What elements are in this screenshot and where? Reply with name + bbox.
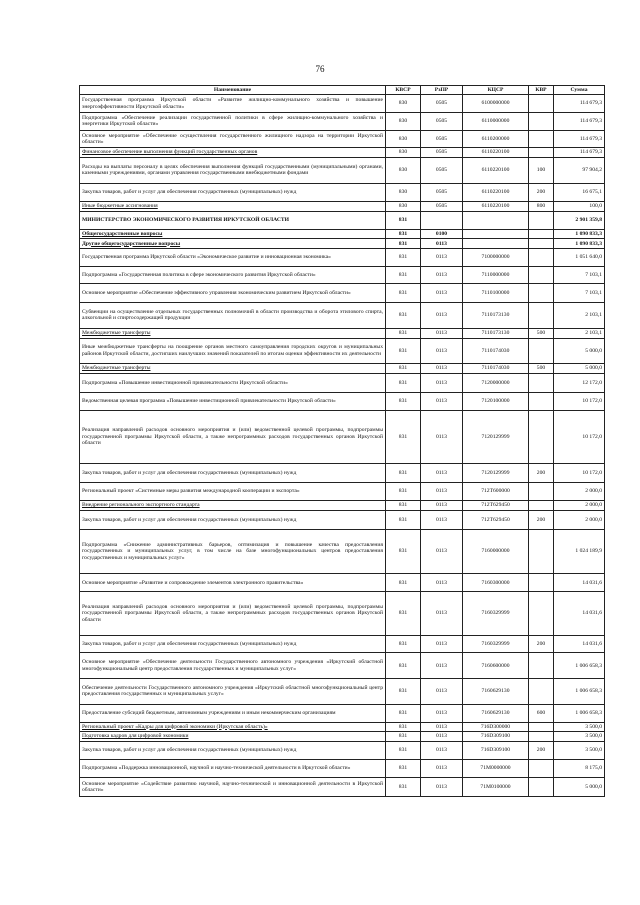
cell-sum: 2 103,1 xyxy=(554,328,605,338)
table-body xyxy=(80,95,605,797)
cell-kvsr: 831 xyxy=(386,759,421,778)
cell-rzpr: 0113 xyxy=(421,284,463,303)
table-row xyxy=(80,511,605,530)
cell-kvr: 600 xyxy=(529,704,554,722)
cell-rzpr: 0113 xyxy=(421,249,463,267)
cell-kcsr: 712T629450 xyxy=(463,501,529,511)
cell-rzpr: 0113 xyxy=(421,778,463,797)
cell-kvr xyxy=(529,229,554,239)
cell-rzpr: 0113 xyxy=(421,501,463,511)
table-row xyxy=(80,732,605,742)
cell-sum: 10 172,0 xyxy=(554,463,605,482)
cell-kvsr: 831 xyxy=(386,482,421,501)
cell-kcsr: 7100000000 xyxy=(463,249,529,267)
cell-kvsr: 831 xyxy=(386,411,421,464)
cell-name: Обеспечение деятельности Государственного автономного учреждения «Иркутский областной многофункциональный центр предоставления государственных и муниципальных услуг» xyxy=(80,679,386,705)
cell-rzpr: 0113 xyxy=(421,704,463,722)
cell-kvsr: 830 xyxy=(386,157,421,183)
table-row xyxy=(80,463,605,482)
cell-kvr: 100 xyxy=(529,157,554,183)
cell-name: Подпрограмма «Поддержка инновационной, научной и научно-технической деятельности в Иркутской области» xyxy=(80,759,386,778)
cell-sum: 14 031,6 xyxy=(554,574,605,592)
cell-sum: 5 000,0 xyxy=(554,778,605,797)
cell-name: Основное мероприятие «Обеспечение эффективного управления экономическим развитием Иркутской области» xyxy=(80,284,386,303)
table-row xyxy=(80,183,605,202)
cell-kcsr: 7110000000 xyxy=(463,266,529,284)
cell-kcsr: 712T600000 xyxy=(463,482,529,501)
cell-name: Закупка товаров, работ и услуг для обеспечения государственных (муниципальных) нужд xyxy=(80,183,386,202)
table-row xyxy=(80,529,605,574)
cell-kvr xyxy=(529,592,554,636)
cell-kvr xyxy=(529,653,554,679)
cell-sum: 10 172,0 xyxy=(554,411,605,464)
cell-rzpr: 0113 xyxy=(421,303,463,329)
cell-rzpr: 0113 xyxy=(421,482,463,501)
table-row xyxy=(80,679,605,705)
header-name: Наименование xyxy=(80,86,386,95)
cell-kvsr: 830 xyxy=(386,95,421,113)
cell-name: Межбюджетные трансферты xyxy=(80,328,386,338)
cell-name: Общегосударственные вопросы xyxy=(80,229,386,239)
cell-sum: 1 006 658,3 xyxy=(554,679,605,705)
cell-name: Подпрограмма «Обеспечение реализации государственной политики в сфере жилищно-коммунального хозяйства и энергетики Иркутской области» xyxy=(80,112,386,130)
cell-kcsr: 6100000000 xyxy=(463,95,529,113)
table-row xyxy=(80,501,605,511)
cell-name: Иные бюджетные ассигнования xyxy=(80,202,386,212)
cell-name: Государственная программа Иркутской области «Экономическое развитие и инновационная экономика» xyxy=(80,249,386,267)
cell-sum: 1 090 833,3 xyxy=(554,229,605,239)
cell-kvsr: 831 xyxy=(386,511,421,530)
cell-sum: 8 175,0 xyxy=(554,759,605,778)
cell-name: Региональный проект «Системные меры развития международной кооперации и экспорта» xyxy=(80,482,386,501)
cell-kvr: 800 xyxy=(529,202,554,212)
table-row xyxy=(80,704,605,722)
cell-kvr xyxy=(529,338,554,364)
header-kvr: КВР xyxy=(529,86,554,95)
cell-kvsr: 831 xyxy=(386,328,421,338)
cell-sum: 2 000,0 xyxy=(554,511,605,530)
table-row xyxy=(80,635,605,653)
cell-kvr xyxy=(529,212,554,230)
cell-kcsr: 7160329999 xyxy=(463,592,529,636)
budget-table xyxy=(79,85,605,797)
table-row xyxy=(80,778,605,797)
cell-rzpr: 0113 xyxy=(421,529,463,574)
cell-kcsr: 7160000000 xyxy=(463,529,529,574)
cell-kvsr: 831 xyxy=(386,592,421,636)
cell-kcsr: 7160629130 xyxy=(463,679,529,705)
cell-name: Закупка товаров, работ и услуг для обеспечения государственных (муниципальных) нужд xyxy=(80,511,386,530)
cell-kcsr: 7120000000 xyxy=(463,373,529,392)
table-row xyxy=(80,592,605,636)
cell-sum: 12 172,0 xyxy=(554,373,605,392)
cell-rzpr: 0113 xyxy=(421,759,463,778)
cell-kvsr: 831 xyxy=(386,501,421,511)
cell-kvr xyxy=(529,411,554,464)
cell-kvsr: 831 xyxy=(386,778,421,797)
header-kvsr: КВСР xyxy=(386,86,421,95)
cell-kvr: 500 xyxy=(529,364,554,374)
cell-kvsr: 831 xyxy=(386,229,421,239)
cell-name: Ведомственная целевая программа «Повышение инвестиционной привлекательности Иркутской области» xyxy=(80,392,386,411)
cell-name: Основное мероприятие «Обеспечение деятельности Государственного автономного учреждения «Иркутский областной многофункциональный центр предоставления государственных и муниципальных услуг» xyxy=(80,653,386,679)
cell-name: Предоставление субсидий бюджетным, автономным учреждениям и иным некоммерческим организациям xyxy=(80,704,386,722)
cell-name: Иные межбюджетные трансферты на поощрение органов местного самоуправления городских округов и муниципальных районов Иркутской области, достигших наилучших значений показателей по итогам оценки эффективности их деятельности xyxy=(80,338,386,364)
page-number: 76 xyxy=(315,64,325,74)
cell-name: Внедрение регионального экспортного стандарта xyxy=(80,501,386,511)
cell-kvr: 200 xyxy=(529,511,554,530)
cell-name: Расходы на выплаты персоналу в целях обеспечения выполнения функций государственными (муниципальными) органами, казенными учреждениями, органами управления государственными внебюджетными фондами xyxy=(80,157,386,183)
cell-name: Подпрограмма «Снижение административных барьеров, оптимизация и повышение качества предоставления государственных и муниципальных услуг, в том числе на базе многофункциональных центров предоставления государственных и муниципальных услуг» xyxy=(80,529,386,574)
cell-kcsr: 7110173130 xyxy=(463,328,529,338)
cell-name: Подпрограмма «Государственная политика в сфере экономического развития Иркутской области» xyxy=(80,266,386,284)
cell-kvr xyxy=(529,148,554,158)
cell-rzpr: 0113 xyxy=(421,373,463,392)
cell-kvr xyxy=(529,95,554,113)
cell-rzpr: 0100 xyxy=(421,229,463,239)
cell-name: Межбюджетные трансферты xyxy=(80,364,386,374)
cell-kcsr xyxy=(463,239,529,249)
cell-kvr xyxy=(529,249,554,267)
cell-kvr xyxy=(529,112,554,130)
cell-name: Подпрограмма «Повышение инвестиционной привлекательности Иркутской области» xyxy=(80,373,386,392)
cell-sum: 114 679,3 xyxy=(554,112,605,130)
cell-rzpr: 0113 xyxy=(421,239,463,249)
cell-name: Основное мероприятие «Развитие и сопровождение элементов электронного правительства» xyxy=(80,574,386,592)
table-row xyxy=(80,364,605,374)
cell-name: Финансовое обеспечение выполнения функций государственных органов xyxy=(80,148,386,158)
cell-kcsr: 6110200000 xyxy=(463,130,529,148)
cell-kcsr: 7160300000 xyxy=(463,574,529,592)
cell-sum: 1 090 833,3 xyxy=(554,239,605,249)
table-row xyxy=(80,95,605,113)
cell-sum: 3 500,0 xyxy=(554,741,605,759)
cell-kvsr: 831 xyxy=(386,364,421,374)
budget-table-container xyxy=(79,85,604,797)
cell-kvr xyxy=(529,373,554,392)
cell-kcsr: 7110174030 xyxy=(463,364,529,374)
cell-kcsr: 7160629130 xyxy=(463,704,529,722)
cell-sum: 2 103,1 xyxy=(554,303,605,329)
cell-rzpr: 0113 xyxy=(421,463,463,482)
cell-kcsr: 7110100000 xyxy=(463,284,529,303)
cell-kvsr: 830 xyxy=(386,130,421,148)
cell-kvsr: 831 xyxy=(386,463,421,482)
cell-kcsr: 712T629450 xyxy=(463,511,529,530)
cell-kvsr: 831 xyxy=(386,303,421,329)
cell-kvr xyxy=(529,759,554,778)
table-row xyxy=(80,338,605,364)
cell-name: Закупка товаров, работ и услуг для обеспечения государственных (муниципальных) нужд xyxy=(80,463,386,482)
cell-name: Закупка товаров, работ и услуг для обеспечения государственных (муниципальных) нужд xyxy=(80,635,386,653)
table-row xyxy=(80,574,605,592)
cell-kcsr: 7160329999 xyxy=(463,635,529,653)
cell-kvr: 200 xyxy=(529,463,554,482)
cell-sum: 114 679,3 xyxy=(554,148,605,158)
cell-sum: 5 000,0 xyxy=(554,364,605,374)
cell-kvsr: 831 xyxy=(386,574,421,592)
cell-name: Основное мероприятие «Содействие развитию научной, научно-технической и инновационной деятельности в Иркутской области» xyxy=(80,778,386,797)
cell-kvsr: 830 xyxy=(386,183,421,202)
cell-rzpr: 0113 xyxy=(421,679,463,705)
cell-rzpr: 0113 xyxy=(421,364,463,374)
cell-kvr xyxy=(529,130,554,148)
cell-kvsr: 831 xyxy=(386,392,421,411)
table-row xyxy=(80,411,605,464)
cell-rzpr: 0113 xyxy=(421,653,463,679)
cell-rzpr: 0113 xyxy=(421,266,463,284)
cell-kvr: 200 xyxy=(529,635,554,653)
cell-rzpr: 0113 xyxy=(421,328,463,338)
cell-sum: 7 103,1 xyxy=(554,266,605,284)
table-row xyxy=(80,112,605,130)
cell-kvr xyxy=(529,501,554,511)
table-row xyxy=(80,373,605,392)
cell-kcsr: 7120129999 xyxy=(463,463,529,482)
cell-name: Реализация направлений расходов основного мероприятия и (или) ведомственной целевой программы, подпрограммы государственной программы Иркутской области, а также непрограммных расходов государственных органов Иркутской области xyxy=(80,411,386,464)
cell-sum: 2 901 359,8 xyxy=(554,212,605,230)
cell-kvsr: 831 xyxy=(386,529,421,574)
cell-kvr xyxy=(529,482,554,501)
cell-sum: 14 031,6 xyxy=(554,592,605,636)
cell-name: Государственная программа Иркутской области «Развитие жилищно-коммунального хозяйства и повышение энергоэффективности Иркутской области» xyxy=(80,95,386,113)
cell-sum: 114 679,3 xyxy=(554,130,605,148)
cell-kvr xyxy=(529,266,554,284)
cell-rzpr: 0505 xyxy=(421,112,463,130)
cell-rzpr: 0113 xyxy=(421,392,463,411)
cell-kcsr: 716D309100 xyxy=(463,732,529,742)
cell-kvsr: 831 xyxy=(386,373,421,392)
cell-kvsr: 831 xyxy=(386,679,421,705)
cell-rzpr: 0505 xyxy=(421,202,463,212)
cell-rzpr: 0505 xyxy=(421,183,463,202)
cell-kvr: 200 xyxy=(529,183,554,202)
cell-sum: 5 000,0 xyxy=(554,338,605,364)
cell-kvsr: 831 xyxy=(386,284,421,303)
cell-sum: 7 103,1 xyxy=(554,284,605,303)
cell-rzpr: 0113 xyxy=(421,511,463,530)
cell-rzpr xyxy=(421,212,463,230)
cell-name: Реализация направлений расходов основного мероприятия и (или) ведомственной целевой программы, подпрограммы государственной программы Иркутской области, а также непрограммных расходов государственных органов Иркутской области xyxy=(80,592,386,636)
cell-kvsr: 830 xyxy=(386,202,421,212)
cell-kvsr: 831 xyxy=(386,722,421,732)
cell-rzpr: 0505 xyxy=(421,157,463,183)
cell-kvsr: 831 xyxy=(386,653,421,679)
cell-sum: 16 675,1 xyxy=(554,183,605,202)
header-rzpr: РзПР xyxy=(421,86,463,95)
cell-sum: 2 000,0 xyxy=(554,501,605,511)
table-row xyxy=(80,284,605,303)
cell-rzpr: 0113 xyxy=(421,635,463,653)
cell-kcsr: 6110220100 xyxy=(463,148,529,158)
cell-kvr xyxy=(529,778,554,797)
cell-kcsr: 7110174030 xyxy=(463,338,529,364)
cell-rzpr: 0113 xyxy=(421,741,463,759)
cell-sum: 10 172,0 xyxy=(554,392,605,411)
table-row xyxy=(80,482,605,501)
cell-kvr xyxy=(529,679,554,705)
cell-sum: 97 904,2 xyxy=(554,157,605,183)
cell-kvr xyxy=(529,574,554,592)
table-row xyxy=(80,392,605,411)
table-header-row xyxy=(80,86,605,95)
table-row xyxy=(80,303,605,329)
header-kcsr: КЦСР xyxy=(463,86,529,95)
cell-kcsr: 7160600000 xyxy=(463,653,529,679)
cell-rzpr: 0113 xyxy=(421,592,463,636)
cell-kcsr: 716D300000 xyxy=(463,722,529,732)
cell-kcsr: 716D309100 xyxy=(463,741,529,759)
cell-rzpr: 0113 xyxy=(421,732,463,742)
cell-name: МИНИСТЕРСТВО ЭКОНОМИЧЕСКОГО РАЗВИТИЯ ИРКУТСКОЙ ОБЛАСТИ xyxy=(80,212,386,230)
cell-kcsr: 6110000000 xyxy=(463,112,529,130)
cell-kvsr: 830 xyxy=(386,148,421,158)
cell-kcsr: 71M0100000 xyxy=(463,778,529,797)
cell-rzpr: 0113 xyxy=(421,574,463,592)
cell-rzpr: 0113 xyxy=(421,722,463,732)
table-row xyxy=(80,249,605,267)
cell-kvr xyxy=(529,239,554,249)
table-row xyxy=(80,202,605,212)
cell-rzpr: 0505 xyxy=(421,148,463,158)
cell-kcsr: 71M0000000 xyxy=(463,759,529,778)
cell-kvsr: 831 xyxy=(386,635,421,653)
cell-kvsr: 831 xyxy=(386,249,421,267)
cell-kvsr: 831 xyxy=(386,266,421,284)
cell-sum: 114 679,3 xyxy=(554,95,605,113)
cell-name: Закупка товаров, работ и услуг для обеспечения государственных (муниципальных) нужд xyxy=(80,741,386,759)
table-row xyxy=(80,148,605,158)
cell-sum: 1 051 640,0 xyxy=(554,249,605,267)
cell-sum: 1 006 658,3 xyxy=(554,704,605,722)
table-row xyxy=(80,653,605,679)
table-row xyxy=(80,157,605,183)
cell-kvsr: 831 xyxy=(386,704,421,722)
table-row xyxy=(80,759,605,778)
cell-sum: 14 031,6 xyxy=(554,635,605,653)
cell-name: Региональный проект «Кадры для цифровой экономики (Иркутская область)» xyxy=(80,722,386,732)
cell-kvr xyxy=(529,722,554,732)
cell-rzpr: 0505 xyxy=(421,95,463,113)
header-sum: Сумма xyxy=(554,86,605,95)
cell-kvr: 500 xyxy=(529,328,554,338)
cell-name: Субвенции на осуществление отдельных государственных полномочий в области производства и оборота этилового спирта, алкогольной и спиртосодержащей продукции xyxy=(80,303,386,329)
table-row xyxy=(80,239,605,249)
table-row xyxy=(80,741,605,759)
cell-kvr: 200 xyxy=(529,741,554,759)
cell-kvr xyxy=(529,303,554,329)
table-row xyxy=(80,328,605,338)
cell-kvsr: 831 xyxy=(386,338,421,364)
cell-name: Подготовка кадров для цифровой экономики xyxy=(80,732,386,742)
cell-kvsr: 830 xyxy=(386,112,421,130)
cell-rzpr: 0113 xyxy=(421,411,463,464)
cell-name: Другие общегосударственные вопросы xyxy=(80,239,386,249)
cell-rzpr: 0113 xyxy=(421,338,463,364)
cell-kcsr: 6110220100 xyxy=(463,157,529,183)
table-row xyxy=(80,229,605,239)
cell-kcsr: 6110220100 xyxy=(463,202,529,212)
cell-kvr xyxy=(529,732,554,742)
cell-name: Основное мероприятие «Обеспечение осуществления государственного жилищного надзора на территории Иркутской области» xyxy=(80,130,386,148)
cell-sum: 1 024 189,9 xyxy=(554,529,605,574)
table-row xyxy=(80,212,605,230)
cell-kcsr: 7120100000 xyxy=(463,392,529,411)
cell-kvr xyxy=(529,284,554,303)
cell-kcsr xyxy=(463,229,529,239)
cell-kcsr xyxy=(463,212,529,230)
cell-sum: 1 006 658,3 xyxy=(554,653,605,679)
cell-sum: 3 500,0 xyxy=(554,732,605,742)
cell-kvsr: 831 xyxy=(386,732,421,742)
cell-kvsr: 831 xyxy=(386,239,421,249)
cell-rzpr: 0505 xyxy=(421,130,463,148)
table-row xyxy=(80,722,605,732)
cell-kcsr: 7120129999 xyxy=(463,411,529,464)
cell-sum: 2 000,0 xyxy=(554,482,605,501)
table-row xyxy=(80,130,605,148)
cell-kvsr: 831 xyxy=(386,741,421,759)
table-row xyxy=(80,266,605,284)
cell-kcsr: 7110173130 xyxy=(463,303,529,329)
cell-sum: 100,0 xyxy=(554,202,605,212)
cell-kvr xyxy=(529,392,554,411)
cell-kvr xyxy=(529,529,554,574)
cell-sum: 3 500,0 xyxy=(554,722,605,732)
cell-kvsr: 831 xyxy=(386,212,421,230)
cell-kcsr: 6110220100 xyxy=(463,183,529,202)
